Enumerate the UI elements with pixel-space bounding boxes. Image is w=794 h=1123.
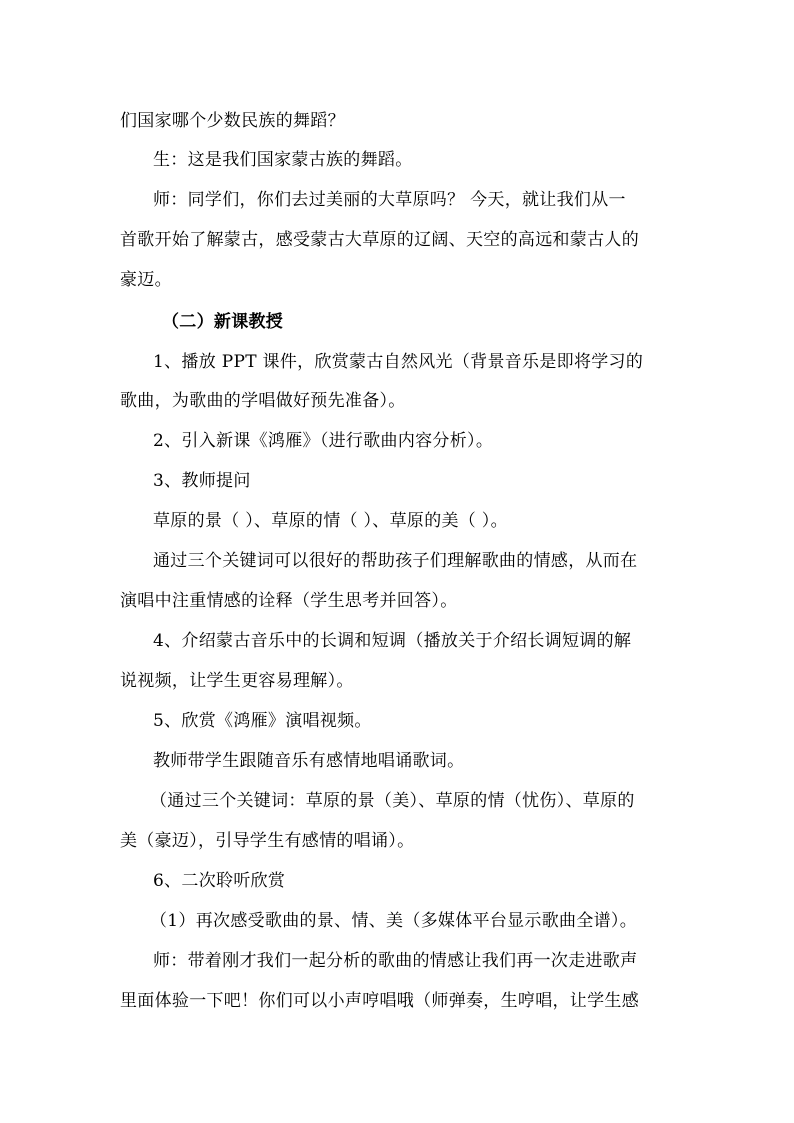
paragraph-line: 里面体验一下吧！你们可以小声哼唱哦（师弹奏，生哼唱，让学生感 — [120, 991, 639, 1011]
paragraph-line: 生：这是我们国家蒙古族的舞蹈。 — [153, 150, 413, 170]
paragraph-line: 师：带着刚才我们一起分析的歌曲的情感让我们再一次走进歌声 — [153, 951, 638, 971]
paragraph-line: 6、二次聆听欣赏 — [153, 871, 286, 891]
paragraph-line: 3、教师提问 — [153, 471, 251, 491]
paragraph-line: 豪迈。 — [120, 270, 172, 290]
paragraph-line: 2、引入新课《鸿雁》（进行歌曲内容分析）。 — [153, 431, 494, 451]
paragraph-line: （1）再次感受歌曲的景、情、美（多媒体平台显示歌曲全谱）。 — [150, 911, 638, 931]
paragraph-line: 歌曲，为歌曲的学唱做好预先准备）。 — [120, 391, 406, 411]
paragraph-line: 教师带学生跟随音乐有感情地唱诵歌词。 — [153, 751, 465, 771]
paragraph-line: 说视频，让学生更容易理解）。 — [120, 671, 354, 691]
section-heading: （二）新课教授 — [162, 312, 284, 332]
paragraph-line: 首歌开始了解蒙古，感受蒙古大草原的辽阔、天空的高远和蒙古人的 — [120, 230, 639, 250]
paragraph-line: （通过三个关键词：草原的景（美）、草原的情（忧伤）、草原的 — [150, 791, 635, 811]
paragraph-line: 美（豪迈），引导学生有感情的唱诵）。 — [120, 831, 415, 851]
paragraph-line: 演唱中注重情感的诠释（学生思考并回答）。 — [120, 591, 458, 611]
paragraph-line: 4、介绍蒙古音乐中的长调和短调（播放关于介绍长调短调的解 — [153, 631, 632, 651]
paragraph-line: 1、播放 PPT 课件，欣赏蒙古自然风光（背景音乐是即将学习的 — [153, 352, 644, 372]
paragraph-line: 们国家哪个少数民族的舞蹈？ — [120, 111, 345, 131]
paragraph-line: 5、欣赏《鸿雁》演唱视频。 — [153, 711, 372, 731]
paragraph-line: 师：同学们，你们去过美丽的大草原吗？ 今天，就让我们从一 — [153, 190, 626, 210]
paragraph-line: 草原的景（ ）、草原的情（ ）、草原的美（ ）。 — [153, 511, 508, 531]
paragraph-line: 通过三个关键词可以很好的帮助孩子们理解歌曲的情感，从而在 — [153, 551, 638, 571]
